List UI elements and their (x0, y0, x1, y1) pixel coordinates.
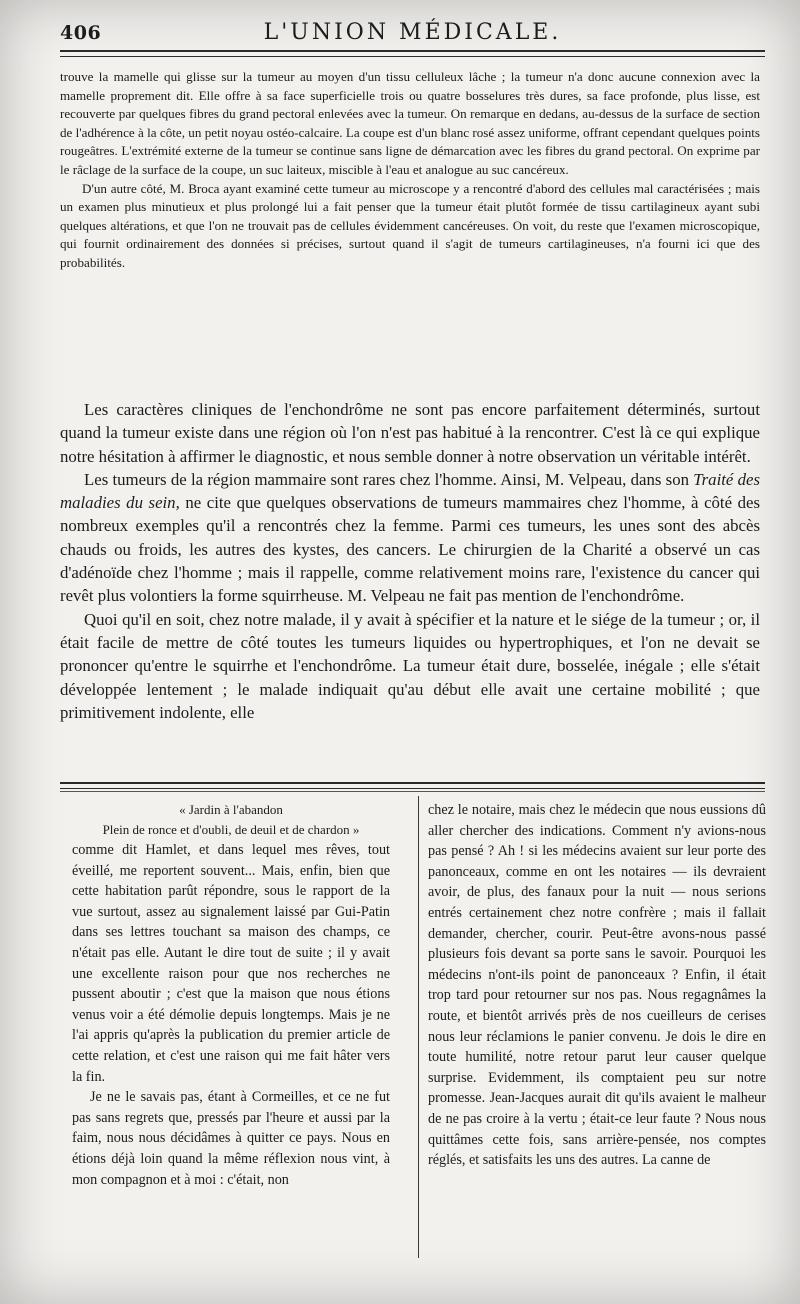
feuilleton-separator-hair (60, 791, 765, 792)
small-paragraph-1: trouve la mamelle qui glisse sur la tumeur au moyen d'un tissu celluleux lâche ; la tumeur n'a donc aucune connexion avec la mamelle proprement dit. Elle offre à sa face superficielle trois ou quatre bosselures très dures, sa face profonde, plus lisse, est recouverte par quelques fibres du grand pectoral enlevées avec la tumeur. On remarque en dedans, au-dessus de la surface de section de l'adhérence à la côte, un petit noyau ostéo-calcaire. La coupe est d'un blanc rosé assez uniforme, offrant cependant quelques points rougeâtres. L'extrémité externe de la tumeur se continue sans ligne de démarcation avec les fibres du grand pectoral. On exprime par le râclage de la surface de la coupe, un suc laiteux, miscible à l'eau et analogue au suc cancéreux. (60, 69, 760, 177)
feuilleton-right-column (428, 800, 766, 1171)
feuilleton-right-paragraph-1: chez le notaire, mais chez le médecin que nous eussions dû aller chercher des indications. Comment n'y avions-nous pas pensé ? Ah ! si les médecins avaient sur leur porte des panonceaux, comme en ont les notaires — ils devraient avoir, de plus, des fanaux pour la nuit — nous serions entrés certainement chez notre confrère ; mais il fallait demander, chercher, courir. Peut-être avons-nous passé plusieurs fois devant sa porte sans le savoir. Pourquoi les médecins n'ont-ils point de panonceaux ? Enfin, il était trop tard pour retourner sur nos pas. Nous regagnâmes la route, et bientôt arrivés près de nos cueilleurs de cerises nous leur réclamions le panier convenu. Je dois le dire en toute humilité, notre retour parut leur causer quelque surprise. Evidemment, ils comptaient peu sur notre promesse. Jean-Jacques aurait dit qu'ils avaient le malheur de ne pas croire à la vertu ; était-ce leur faute ? Nous nous quittâmes cette fois, sans arrière-pensée, nos comptes réglés, et satisfaits les uns des autres. La canne de (428, 802, 766, 1169)
main-paragraph-2-start: Les tumeurs de la région mammaire sont rares chez l'homme. Ainsi, M. Velpeau, dans son (84, 469, 694, 489)
feuilleton-left-paragraph-1: comme dit Hamlet, et dans lequel mes rêves, tout éveillé, me reportent souvent... Mais, enfin, bien que cette habitation parût répondre, sous le rapport de la vue surtout, assez au signalement laissé par Gui-Patin dans ses lettres touchant sa maison des champs, ce n'était pas elle. Autant le dire tout de suite ; il y avait une excellente raison pour que nos recherches ne pussent aboutir ; c'est que la maison que nous étions venus voir a été démolie depuis longtemps. Mais je ne l'ai appris qu'après la publication du premier article de cette relation, et c'est une raison qui me fait hâter vers la fin. (72, 842, 390, 1085)
feuilleton-separator-thin (60, 788, 765, 789)
feuilleton-left-column (72, 800, 390, 1190)
small-print-section (60, 68, 760, 273)
feuilleton-left-paragraph-2: Je ne le savais pas, étant à Cormeilles, et ce ne fut pas sans regrets que, pressés par l'heure et aussi par la faim, nous nous décidâmes à quitter ce pays. Nous en étions déjà loin quand la même réflexion nous vint, à mon compagnon et à moi : c'était, non (72, 1089, 390, 1188)
main-text-section (60, 398, 760, 724)
small-paragraph-2: D'un autre côté, M. Broca ayant examiné cette tumeur au microscope y a rencontré d'abord des cellules mal caractérisées ; mais un examen plus minutieux et plus prolongé lui a fait penser que la tumeur était plutôt formée de tissu cartilagineux ayant subi quelques altérations, et que l'on ne trouvait pas de cellules évidemment cancéreuses. On voit, du reste que l'examen microscopique, qui fournit ordinairement des données si précises, surtout quand il s'agit de tumeurs cartilagineuses, n'a fourni ici que des probabilités. (60, 180, 760, 270)
main-paragraph-3: Quoi qu'il en soit, chez notre malade, il y avait à spécifier et la nature et le siége de la tumeur ; or, il était facile de mettre de côté toutes les tumeurs liquides ou hypertrophiques, et l'on ne devait se prononcer qu'entre le squirrhe et l'enchondrôme. La tumeur était dure, bosselée, inégale ; elle s'était développée lentement ; le malade indiquait qu'au début elle avait une certaine mobilité ; que primitivement indolente, elle (60, 609, 760, 722)
running-head: L'UNION MÉDICALE. (263, 20, 562, 45)
quote-line-1: « Jardin à l'abandon (179, 802, 283, 817)
page-header (60, 18, 765, 48)
main-paragraph-2 (60, 468, 760, 608)
book-title: Traité des maladies du sein, (60, 469, 760, 513)
feuilleton-separator (60, 782, 765, 784)
header-rule-thin (60, 56, 765, 57)
header-rule (60, 50, 765, 52)
main-paragraph-1: Les caractères cliniques de l'enchondrôme ne sont pas encore parfaitement déterminés, surtout quand la tumeur existe dans une région où l'on n'est pas habitué à la rencontrer. C'est là ce qui explique notre hésitation à affirmer le diagnostic, et nous semble donner à notre observation un véritable intérêt. (60, 400, 760, 466)
page-number: 406 (60, 22, 102, 44)
quote-line-2: Plein de ronce et d'oubli, de deuil et de chardon » (102, 822, 360, 837)
main-paragraph-2-end: ne cite que quelques observations de tumeurs mammaires chez l'homme, à côté des nombreux exemples qu'il a rencontrés chez la femme. Parmi ces tumeurs, les unes sont des abcès chauds ou froids, les autres des kystes, des cancers. Le chirurgien de la Charité a observé un cas d'adénoïde chez l'homme ; mais il rappelle, comme relativement moins rare, l'existence du cancer qui revêt plus volontiers la forme squirrheuse. M. Velpeau ne fait pas mention de l'enchondrôme. (60, 493, 760, 606)
column-rule (418, 796, 419, 1258)
